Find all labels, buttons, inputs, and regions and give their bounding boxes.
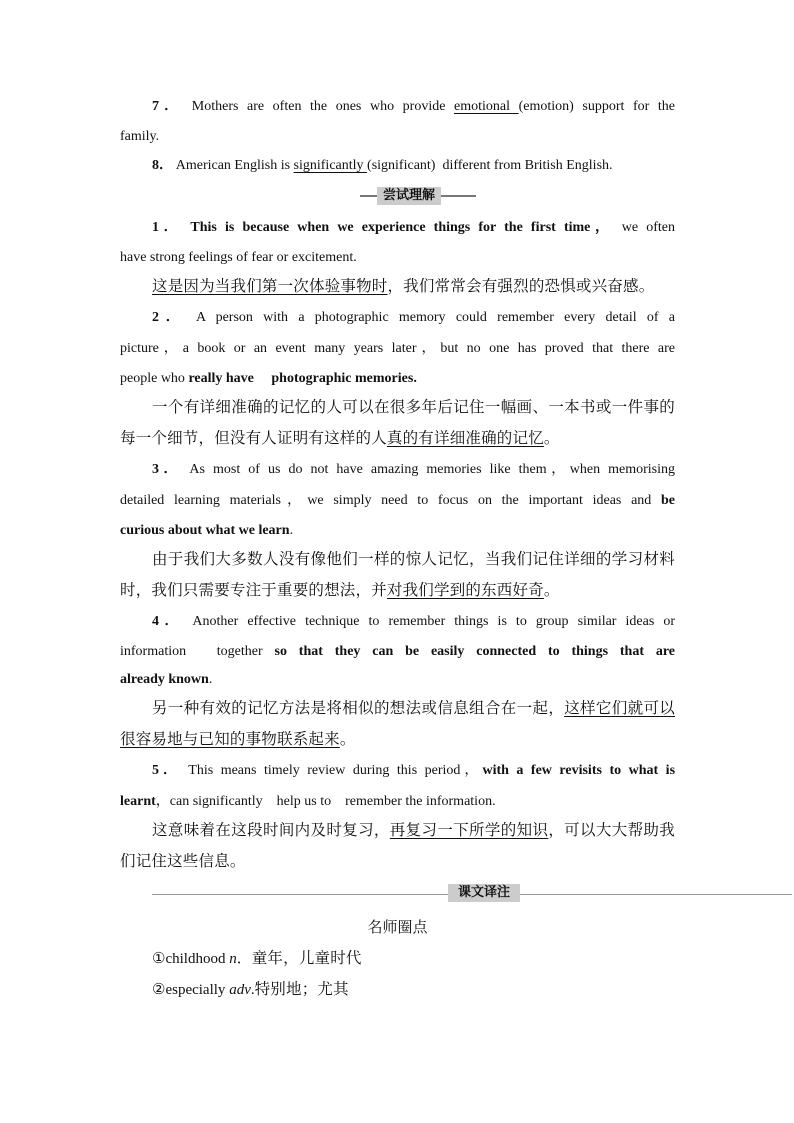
item-4-line-1: 4． Another effective technique to remember things is to group similar ideas or <box>152 614 675 629</box>
fill-in-7-continued: family. <box>120 129 160 144</box>
answer-blank: significantly <box>293 158 368 173</box>
item-4-line-3: already known. <box>120 672 213 687</box>
notes-title: 名师圈点 <box>367 918 428 936</box>
item-3-line-3: curious about what we learn. <box>120 523 294 538</box>
item-2-line-3: people who really have photographic memories. <box>120 371 417 386</box>
section-header-text-notes: 课文译注 <box>152 884 792 906</box>
item-3-line-1: 3． As most of us do not have amazing memories like them，when memorising <box>152 462 675 477</box>
item-4-line-2: information together so that they can be easily connected to things that are <box>120 644 675 659</box>
item-5-line-1: 5． This means timely review during this period，with a few revisits to what is <box>152 763 676 778</box>
item-1-translation: 这是因为当我们第一次体验事物时，我们常常会有强烈的恐惧或兴奋感。 <box>152 277 655 295</box>
section-header-try: 尝试理解 <box>360 187 476 205</box>
item-3-translation-1: 由于我们大多数人没有像他们一样的惊人记忆，当我们记住详细的学习材料 <box>152 550 675 568</box>
item-3-translation-2: 时，我们只需要专注于重要的想法，并对我们学到的东西好奇。 <box>120 581 560 599</box>
item-1-line-1: 1． This is because when we experience things for the first time， we often <box>152 220 676 235</box>
answer-blank: emotional <box>454 99 519 114</box>
note-2: ②especially adv.特别地；尤其 <box>152 980 349 998</box>
item-5-translation-1: 这意味着在这段时间内及时复习，再复习一下所学的知识，可以大大帮助我 <box>152 821 675 839</box>
fill-in-8: 8． American English is significantly (significant) different from British English. <box>152 158 613 173</box>
item-4-translation-1: 另一种有效的记忆方法是将相似的想法或信息组合在一起，这样它们就可以 <box>152 699 676 717</box>
item-2-line-2: picture，a book or an event many years later，but no one has proved that there are <box>120 341 675 356</box>
item-2-translation-1: 一个有详细准确的记忆的人可以在很多年后记住一幅画、一本书或一件事的 <box>152 398 675 416</box>
note-1: ①childhood n．童年，儿童时代 <box>152 949 362 967</box>
fill-in-7: 7． Mothers are often the ones who provide emotional (emotion) support for the <box>152 99 676 114</box>
item-1-line-2: have strong feelings of fear or excitement. <box>120 250 357 265</box>
item-4-translation-2: 很容易地与已知的事物联系起来。 <box>120 730 356 748</box>
item-2-line-1: 2． A person with a photographic memory could remember every detail of a <box>152 310 676 325</box>
item-5-line-2: learnt，can significantly help us to remember the information. <box>120 794 496 809</box>
item-2-translation-2: 每一个细节，但没有人证明有这样的人真的有详细准确的记忆。 <box>120 429 560 447</box>
item-5-translation-2: 们记住这些信息。 <box>120 852 246 870</box>
item-3-line-2: detailed learning materials，we simply need to focus on the important ideas and be <box>120 493 675 508</box>
